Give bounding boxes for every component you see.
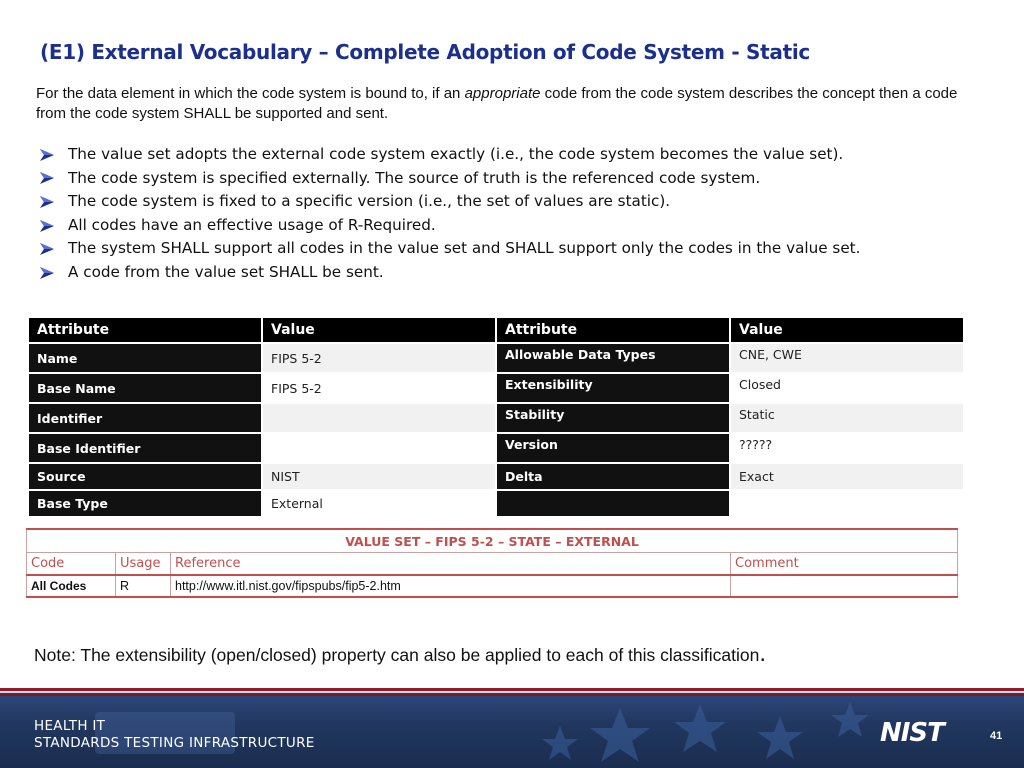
arrow-bullet-icon bbox=[38, 148, 60, 162]
intro-paragraph bbox=[36, 84, 976, 124]
attributes-table bbox=[27, 316, 965, 518]
bullet-list bbox=[38, 143, 860, 285]
header-attribute: Attribute bbox=[497, 318, 729, 342]
bullet-text: The code system is specified externally. The source of truth is the referenced code system. bbox=[68, 168, 761, 187]
header-value: Value bbox=[263, 318, 495, 342]
bullet-item bbox=[38, 214, 860, 238]
attribute-value: External bbox=[263, 491, 495, 516]
code-cell: All Codes bbox=[27, 575, 116, 597]
slide-title: (E1) External Vocabulary – Complete Adoption of Code System - Static bbox=[40, 40, 810, 64]
table-row bbox=[29, 434, 963, 462]
arrow-bullet-icon bbox=[38, 171, 60, 185]
bullet-item bbox=[38, 167, 860, 191]
comment-cell bbox=[731, 575, 958, 597]
attribute-value: NIST bbox=[263, 464, 495, 489]
attribute-name: Name bbox=[29, 344, 261, 372]
table-row bbox=[29, 374, 963, 402]
attributes-header-row bbox=[29, 318, 963, 342]
table-row bbox=[29, 344, 963, 372]
bullet-item bbox=[38, 261, 860, 285]
table-row bbox=[29, 491, 963, 516]
header-value: Value bbox=[731, 318, 963, 342]
attribute-value: FIPS 5-2 bbox=[263, 344, 495, 372]
arrow-bullet-icon bbox=[38, 242, 60, 256]
value-set-header-row bbox=[27, 553, 958, 576]
attribute-value: CNE, CWE bbox=[731, 344, 963, 372]
note-text bbox=[34, 640, 767, 667]
intro-emphasis: appropriate bbox=[464, 85, 541, 102]
header-attribute: Attribute bbox=[29, 318, 261, 342]
attribute-name: Allowable Data Types bbox=[497, 344, 729, 372]
header-code: Code bbox=[27, 553, 116, 576]
arrow-bullet-icon bbox=[38, 266, 60, 280]
header-comment: Comment bbox=[731, 553, 958, 576]
brand-line-2: STANDARDS TESTING INFRASTRUCTURE bbox=[34, 735, 315, 751]
attribute-name bbox=[497, 491, 729, 516]
arrow-bullet-icon bbox=[38, 195, 60, 209]
nist-logo: NIST bbox=[880, 718, 944, 748]
attribute-name: Extensibility bbox=[497, 374, 729, 402]
arrow-bullet-icon bbox=[38, 219, 60, 233]
bullet-item bbox=[38, 237, 860, 261]
bullet-text: The value set adopts the external code system exactly (i.e., the code system becomes the value set). bbox=[68, 145, 844, 163]
intro-text-part1: For the data element in which the code system is bound to, if an bbox=[36, 85, 465, 102]
bullet-text: The system SHALL support all codes in the value set and SHALL support only the codes in the value set. bbox=[68, 239, 861, 258]
attribute-name: Base Type bbox=[29, 491, 261, 516]
attribute-value: Exact bbox=[731, 464, 963, 489]
attribute-value bbox=[263, 434, 495, 462]
attribute-name: Identifier bbox=[29, 404, 261, 432]
bullet-item bbox=[38, 190, 860, 214]
bullet-text: The code system is fixed to a specific version (i.e., the set of values are static). bbox=[68, 192, 671, 211]
bullet-text: A code from the value set SHALL be sent. bbox=[68, 262, 384, 281]
footer-banner bbox=[0, 688, 1024, 768]
attribute-value: Static bbox=[731, 404, 963, 432]
value-set-caption: VALUE SET – FIPS 5-2 – STATE – EXTERNAL bbox=[27, 529, 958, 553]
header-usage: Usage bbox=[116, 553, 171, 576]
intro-text-part2: code from the code system describes the concept then a code from the code system SHALL be supported and sent. bbox=[36, 85, 958, 122]
value-set-caption-row bbox=[27, 529, 958, 553]
table-row bbox=[29, 404, 963, 432]
page-number: 41 bbox=[990, 730, 1003, 742]
table-row bbox=[27, 575, 958, 597]
note-body: Note: The extensibility (open/closed) property can also be applied to each of this classification bbox=[34, 645, 760, 665]
attribute-value bbox=[731, 491, 963, 516]
attribute-name: Base Identifier bbox=[29, 434, 261, 462]
usage-cell: R bbox=[116, 575, 171, 597]
attribute-name: Stability bbox=[497, 404, 729, 432]
attribute-name: Source bbox=[29, 464, 261, 489]
bullet-text: All codes have an effective usage of R-Required. bbox=[68, 215, 436, 234]
reference-cell: http://www.itl.nist.gov/fipspubs/fip5-2.htm bbox=[171, 575, 731, 597]
attribute-value: Closed bbox=[731, 374, 963, 402]
footer-brand bbox=[34, 718, 315, 752]
attribute-value: FIPS 5-2 bbox=[263, 374, 495, 402]
attribute-name: Delta bbox=[497, 464, 729, 489]
note-period: . bbox=[759, 640, 767, 667]
attribute-name: Version bbox=[497, 434, 729, 462]
bullet-item bbox=[38, 143, 860, 167]
attribute-value bbox=[263, 404, 495, 432]
header-reference: Reference bbox=[171, 553, 731, 576]
attribute-value: ????? bbox=[731, 434, 963, 462]
table-row bbox=[29, 464, 963, 489]
brand-line-1: HEALTH IT bbox=[34, 718, 106, 734]
attribute-name: Base Name bbox=[29, 374, 261, 402]
value-set-table bbox=[26, 528, 958, 598]
